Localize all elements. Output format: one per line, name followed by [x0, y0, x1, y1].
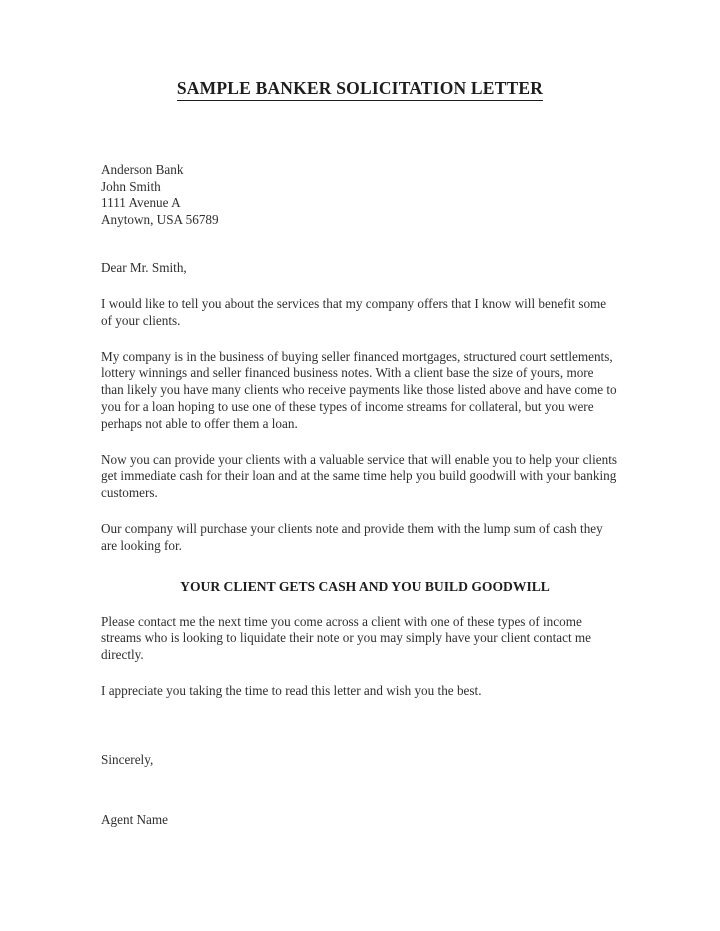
body-paragraph-5: Please contact me the next time you come across a client with one of these types of income streams who is looking to liquidate their note or you may simply have your client contact me directly.: [101, 613, 592, 663]
page-title: [101, 78, 619, 102]
body-paragraph-4: Our company will purchase your clients note and provide them with the lump sum of cash they are looking for.: [101, 520, 603, 553]
body-paragraph-1: I would like to tell you about the services that my company offers that I know will benefit some of your clients.: [101, 295, 607, 328]
body-paragraph-6: I appreciate you taking the time to read this letter and wish you the best.: [101, 682, 482, 698]
signature-name: Agent Name: [101, 812, 169, 828]
recipient-company: Anderson Bank: [101, 162, 184, 177]
body-paragraph-3: Now you can provide your clients with a valuable service that will enable you to help your clients get immediate cash for their loan and at the same time help you build goodwill with your banking customers.: [101, 451, 617, 501]
body-paragraph-2: My company is in the business of buying seller financed mortgages, structured court settlements, lottery winnings and seller financed business notes. With a client base the size of yours, more than likely you have many clients who receive payments like those listed above and have come to you for a loan hoping to use one of these types of income streams for collateral, but you were perhaps not able to offer them a loan.: [101, 348, 617, 431]
closing-salutation: Sincerely,: [101, 751, 154, 767]
recipient-address-block: [101, 162, 619, 228]
salutation: Dear Mr. Smith,: [101, 260, 187, 276]
recipient-name: John Smith: [101, 178, 161, 194]
recipient-city-state-zip: Anytown, USA 56789: [101, 211, 219, 227]
recipient-street: 1111 Avenue A: [101, 195, 181, 211]
page-title-text: SAMPLE BANKER SOLICITATION LETTER: [177, 78, 543, 101]
letter-body: [101, 78, 619, 829]
callout-heading: YOUR CLIENT GETS CASH AND YOU BUILD GOODWILL: [180, 578, 550, 594]
